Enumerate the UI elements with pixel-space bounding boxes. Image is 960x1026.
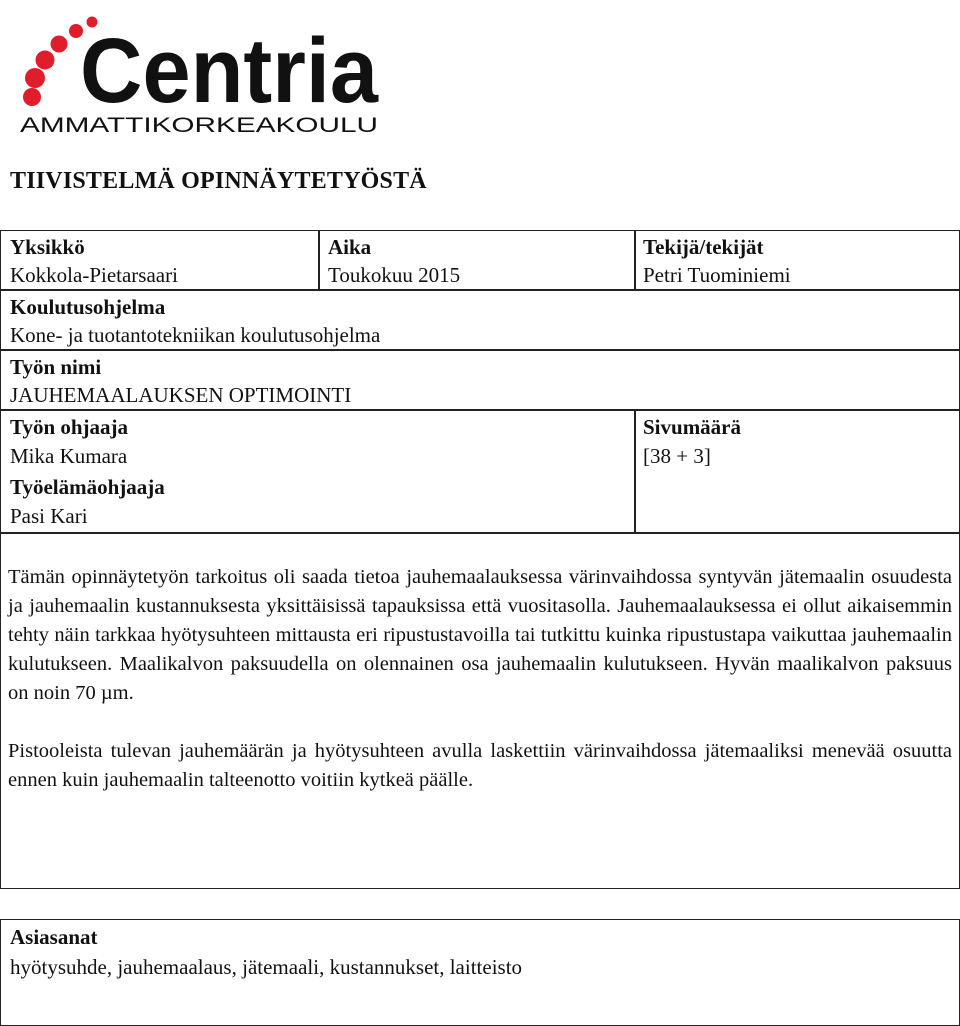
time-value: Toukokuu 2015 xyxy=(328,263,461,287)
thesis-name-value: JAUHEMAALAUKSEN OPTIMOINTI xyxy=(10,383,352,407)
abstract-paragraph: Pistooleista tulevan jauhemäärän ja hyötysuhteen avulla laskettiin värinvaihdossa jätemaaliksi menevää osuutta ennen kuin jauhemaalin talteenotto voitiin kytkeä päälle. xyxy=(8,740,952,791)
centria-logo xyxy=(14,6,384,134)
programme-label: Koulutusohjelma xyxy=(10,295,166,319)
keywords-value: hyötysuhde, jauhemaalaus, jätemaali, kustannukset, laitteisto xyxy=(10,955,523,979)
work-supervisor-label: Työelämäohjaaja xyxy=(10,475,165,499)
logo-subtitle-text: AMMATTIKORKEAKOULU xyxy=(20,114,378,134)
supervisor-label: Työn ohjaaja xyxy=(10,415,129,439)
pages-value: [38 + 3] xyxy=(643,444,711,468)
keywords-label: Asiasanat xyxy=(10,925,98,949)
unit-value: Kokkola-Pietarsaari xyxy=(10,263,178,287)
time-label: Aika xyxy=(328,235,372,259)
document-title: TIIVISTELMÄ OPINNÄYTETYÖSTÄ xyxy=(10,168,427,194)
authors-value: Petri Tuominiemi xyxy=(643,263,791,287)
work-supervisor-value: Pasi Kari xyxy=(10,504,88,528)
logo-brand-text: Centria xyxy=(80,20,379,122)
abstract-text xyxy=(8,563,952,795)
thesis-name-label: Työn nimi xyxy=(10,355,102,379)
programme-value: Kone- ja tuotantotekniikan koulutusohjelma xyxy=(10,323,381,347)
authors-label: Tekijä/tekijät xyxy=(643,235,764,259)
unit-label: Yksikkö xyxy=(10,235,85,259)
supervisor-value: Mika Kumara xyxy=(10,444,128,468)
abstract-paragraph: Tämän opinnäytetyön tarkoitus oli saada tietoa jauhemaalauksessa värinvaihdossa syntyvän jätemaalin osuudesta ja jauhemaalin kustannuksesta yksittäisissä tapauksissa että vuositasolla. Jauhemaalauksessa ei ollut aikaisemmin tehty näin tarkkaa hyötysuhteen mittausta eri ripustustavoilla tai tutkittu kuinka ripustustapa vaikuttaa jauhemaalin kulutukseen. Maalikalvon paksuudella on olennainen osa jauhemaalin kulutukseen. Hyvän maalikalvon paksuus on noin 70 µm. xyxy=(8,566,952,704)
pages-label: Sivumäärä xyxy=(643,415,742,439)
